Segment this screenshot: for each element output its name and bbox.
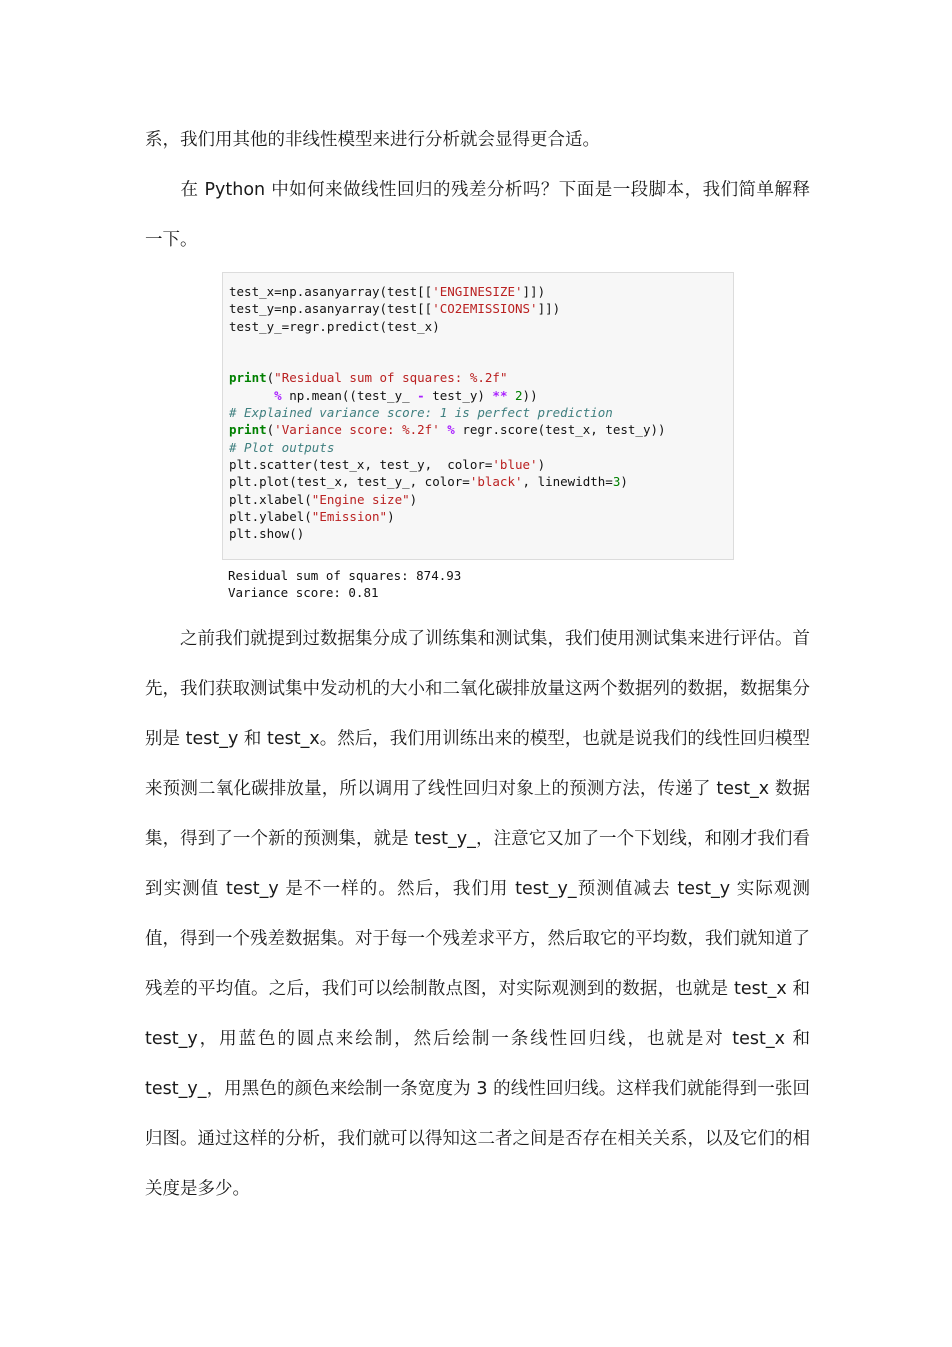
code-output [228,567,728,602]
code-blank-line [229,335,733,352]
code-comment: # Explained variance score: 1 is perfect prediction [229,405,613,421]
code-line: plt.scatter(test_x, test_y, color='blue') [229,456,546,472]
paragraph-explanation: 之前我们就提到过数据集分成了训练集和测试集，我们使用测试集来进行评估。首先，我们获取测试集中发动机的大小和二氧化碳排放量这两个数据列的数据，数据集分别是 test_y 和 test_x。然后，我们用训练出来的模型，也就是说我们的线性回归模型来预测二氧化碳排放量，所以调用了线性回归对象上的预测方法，传递了 test_x 数据集，得到了一个新的预测集，就是 test_y_，注意它又加了一个下划线，和刚才我们看到实测值 test_y 是不一样的。然后，我们用 test_y_预测值减去 test_y 实际观测值，得到一个残差数据集。对于每一个残差求平方，然后取它的平均数，我们就知道了残差的平均值。之后，我们可以绘制散点图，对实际观测到的数据，也就是 test_x 和 test_y，用蓝色的圆点来绘制，然后绘制一条线性回归线，也就是对 test_x 和 test_y_，用黑色的颜色来绘制一条宽度为 3 的线性回归线。这样我们就能得到一张回归图。通过这样的分析，我们就可以得知这二者之间是否存在相关关系，以及它们的相关度是多少。 [145,629,810,1199]
paragraph-python-question: 在 Python 中如何来做线性回归的残差分析吗？下面是一段脚本，我们简单解释一下。 [145,180,810,250]
code-line: plt.show() [229,526,305,542]
code-line: print('Variance score: %.2f' % regr.score(test_x, test_y)) [229,422,666,438]
code-line: test_x=np.asanyarray(test[['ENGINESIZE']]) [229,284,546,299]
code-comment: # Plot outputs [229,439,335,455]
code-blank-line [229,352,733,369]
code-line: % np.mean((test_y_ - test_y) ** 2)) [274,387,538,403]
code-line: plt.plot(test_x, test_y_, color='black', linewidth=3) [229,474,628,490]
paragraph-intro-continuation: 系，我们用其他的非线性模型来进行分析就会显得更合适。 [145,130,600,150]
output-line-variance: Variance score: 0.81 [228,585,379,601]
code-line: plt.ylabel("Emission") [229,508,395,524]
code-line: print("Residual sum of squares: %.2f" [229,370,508,386]
output-line-residual: Residual sum of squares: 874.93 [228,568,462,583]
code-line: plt.xlabel("Engine size") [229,491,418,507]
code-line: test_y=np.asanyarray(test[['CO2EMISSIONS']]) [229,301,561,317]
code-line: test_y_=regr.predict(test_x) [229,318,440,334]
code-cell [222,272,734,560]
